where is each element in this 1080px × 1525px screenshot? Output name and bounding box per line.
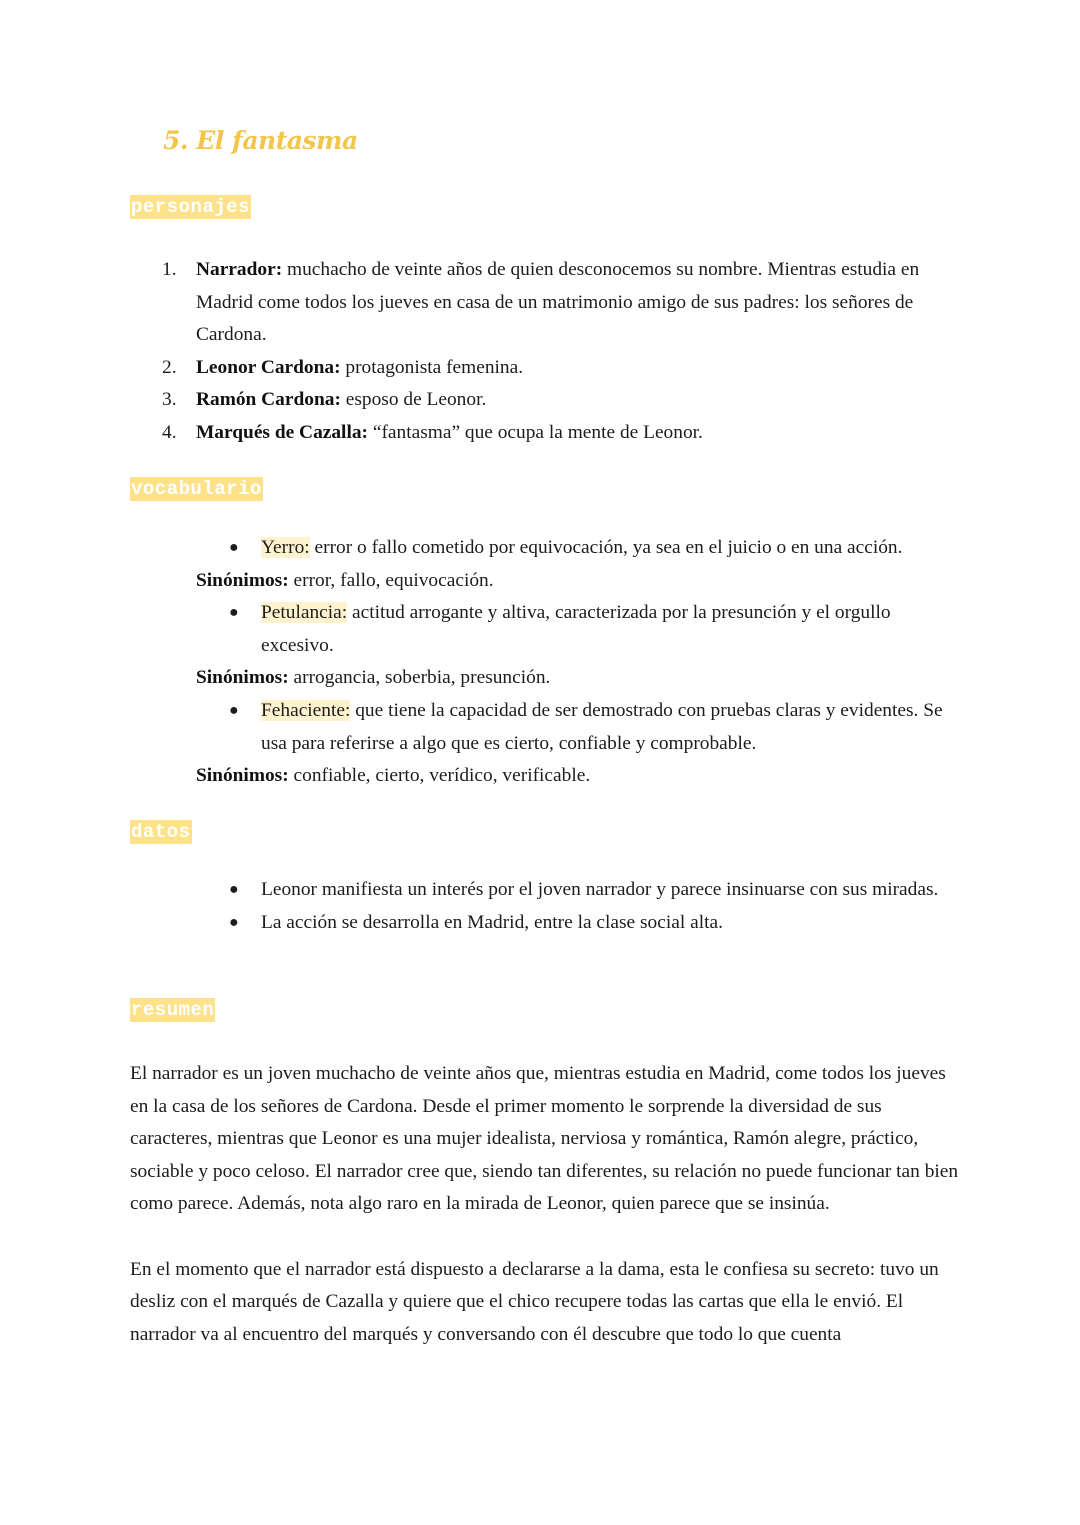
personajes-list — [162, 254, 962, 450]
character-name: Marqués de Cazalla: — [196, 421, 368, 443]
resumen-text — [130, 1058, 960, 1351]
vocab-item — [196, 597, 966, 662]
bullet-icon: ● — [229, 701, 239, 719]
vocab-definition: actitud arrogante y altiva, caracterizada por la presunción y el orgullo excesivo. — [261, 602, 891, 656]
list-item: 1. Narrador: muchacho de veinte años de quien desconocemos su nombre. Mientras estudia en Madrid come todos los jueves en casa de un matrimonio amigo de sus padres: los señores de Cardona. — [162, 259, 920, 346]
list-item: 3. Ramón Cardona: esposo de Leonor. — [162, 389, 487, 411]
character-name: Leonor Cardona: — [196, 356, 341, 378]
vocab-item — [196, 532, 966, 565]
paragraph: En el momento que el narrador está dispuesto a declararse a la dama, esta le confiesa su secreto: tuvo un desliz con el marqués de Cazalla y quiere que el chico recupere todas las cartas que ella le envió. El narrador va al encuentro del marqués y conversando con él descubre que todo lo que cuenta — [130, 1258, 939, 1345]
character-desc: esposo de Leonor. — [340, 389, 487, 411]
bullet-icon: ● — [229, 539, 239, 556]
vocab-term: Petulancia: — [261, 602, 348, 624]
character-name: Narrador: — [196, 259, 283, 280]
synonyms-line: Sinónimos: arrogancia, soberbia, presunción. — [196, 667, 551, 689]
vocabulario-list — [196, 532, 966, 793]
section-tag-datos: datos — [131, 821, 191, 843]
vocab-term: Yerro: — [261, 537, 310, 558]
list-item: 2. Leonor Cardona: protagonista femenina. — [162, 356, 524, 378]
page-title: 5. El fantasma — [163, 126, 358, 155]
datos-list — [196, 874, 966, 939]
vocab-item — [196, 695, 966, 760]
vocab-definition: error o fallo cometido por equivocación, ya sea en el juicio o en una acción. — [309, 537, 903, 558]
character-desc: “fantasma” que ocupa la mente de Leonor. — [368, 421, 703, 443]
section-tag-resumen: resumen — [131, 999, 215, 1021]
character-name: Ramón Cardona: — [196, 389, 341, 411]
bullet-icon: ● — [229, 881, 239, 898]
list-item: 4. Marqués de Cazalla: “fantasma” que ocupa la mente de Leonor. — [162, 421, 703, 443]
section-tag-vocabulario: vocabulario — [131, 478, 262, 500]
bullet-icon: ● — [229, 604, 239, 622]
list-item: ● La acción se desarrolla en Madrid, entre la clase social alta. — [196, 907, 966, 940]
paragraph: El narrador es un joven muchacho de veinte años que, mientras estudia en Madrid, come todos los jueves en la casa de los señores de Cardona. Desde el primer momento le sorprende la diversidad de sus caracteres, mientras que Leonor es una mujer idealista, nerviosa y romántica, Ramón alegre, práctico, sociable y poco celoso. El narrador cree que, siendo tan diferentes, su relación no puede funcionar tan bien como parece. Además, nota algo raro en la mirada de Leonor, quien parece que se insinúa. — [130, 1063, 959, 1215]
vocab-term: Fehaciente: — [261, 699, 351, 721]
synonyms-line: Sinónimos: error, fallo, equivocación. — [196, 569, 494, 591]
bullet-icon: ● — [229, 913, 239, 931]
section-tag-personajes: personajes — [131, 196, 251, 218]
list-item: ● Leonor manifiesta un interés por el joven narrador y parece insinuarse con sus miradas. — [196, 874, 966, 907]
character-desc: protagonista femenina. — [340, 356, 524, 378]
synonyms-line: Sinónimos: confiable, cierto, verídico, verificable. — [196, 765, 591, 787]
vocab-definition: que tiene la capacidad de ser demostrado con pruebas claras y evidentes. Se usa para referirse a algo que es cierto, confiable y comprobable. — [261, 699, 943, 754]
character-desc: muchacho de veinte años de quien desconocemos su nombre. Mientras estudia en Madrid come todos los jueves en casa de un matrimonio amigo de sus padres: los señores de Cardona. — [196, 259, 920, 346]
